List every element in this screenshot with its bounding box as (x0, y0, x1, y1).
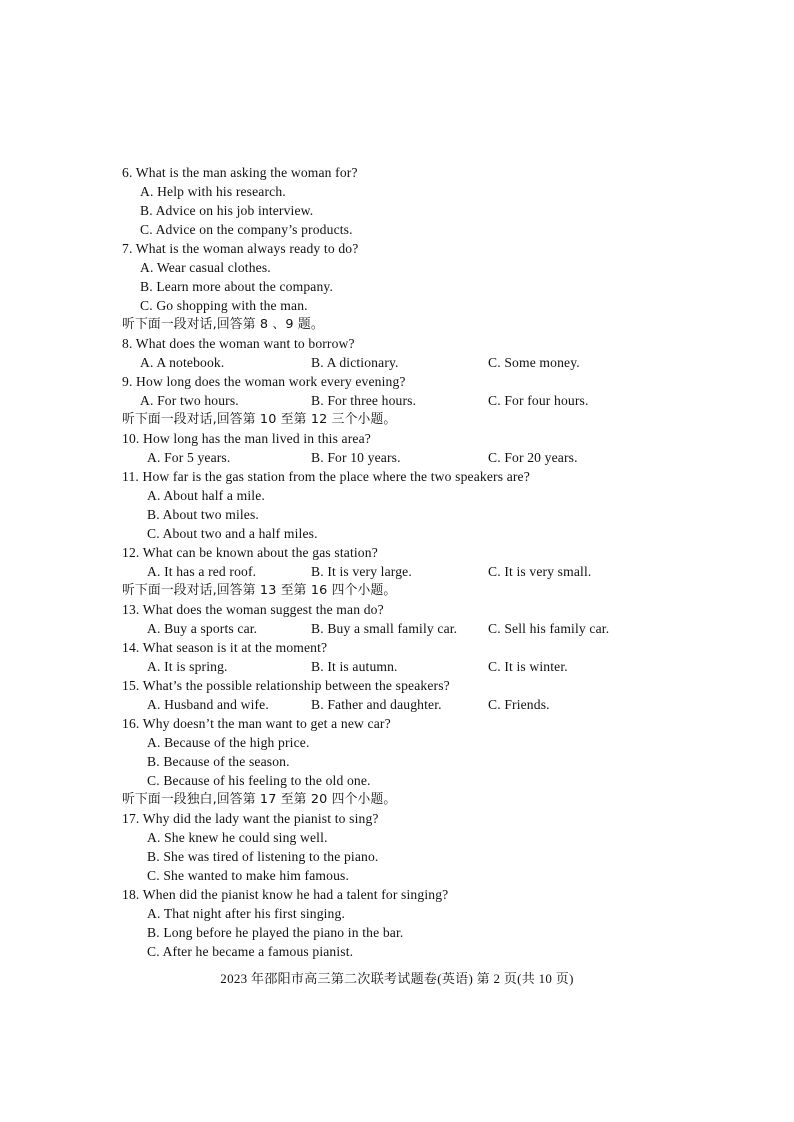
question-6-option-b: B. Advice on his job interview. (140, 203, 314, 218)
question-16-option-a: A. Because of the high price. (147, 735, 310, 750)
question-13-option-b: B. Buy a small family car. (311, 621, 458, 636)
question-15-option-c: C. Friends. (488, 697, 550, 712)
section-instruction-13-16: 听下面一段对话,回答第 13 至第 16 四个小题。 (122, 583, 397, 598)
question-9-option-a: A. For two hours. (140, 393, 239, 408)
question-10-stem: 10. How long has the man lived in this area? (122, 431, 371, 446)
question-14-option-b: B. It is autumn. (311, 659, 398, 674)
question-17-option-a: A. She knew he could sing well. (147, 830, 328, 845)
question-8-stem: 8. What does the woman want to borrow? (122, 336, 355, 351)
question-13-option-a: A. Buy a sports car. (147, 621, 258, 636)
question-18-stem: 18. When did the pianist know he had a talent for singing? (122, 887, 449, 902)
question-8-options (122, 353, 682, 372)
question-13-stem: 13. What does the woman suggest the man do? (122, 602, 384, 617)
question-14-options (122, 657, 682, 676)
question-7-option-b: B. Learn more about the company. (140, 279, 334, 294)
question-8-option-c: C. Some money. (488, 355, 580, 370)
question-6-option-a: A. Help with his research. (140, 184, 286, 199)
question-8-option-a: A. A notebook. (140, 355, 225, 370)
question-10-option-c: C. For 20 years. (488, 450, 578, 465)
question-16-option-b: B. Because of the season. (147, 754, 290, 769)
question-9-stem: 9. How long does the woman work every evening? (122, 374, 406, 389)
question-11-option-a: A. About half a mile. (147, 488, 265, 503)
question-9-options (122, 391, 682, 410)
question-11-option-b: B. About two miles. (147, 507, 259, 522)
question-9-option-b: B. For three hours. (311, 393, 417, 408)
question-11-option-c: C. About two and a half miles. (147, 526, 318, 541)
question-12-stem: 12. What can be known about the gas station? (122, 545, 378, 560)
question-17-option-c: C. She wanted to make him famous. (147, 868, 350, 883)
question-14-stem: 14. What season is it at the moment? (122, 640, 328, 655)
question-6-option-c: C. Advice on the company’s products. (140, 222, 353, 237)
listening-questions (122, 163, 682, 961)
question-12-option-c: C. It is very small. (488, 564, 592, 579)
section-instruction-10-12: 听下面一段对话,回答第 10 至第 12 三个小题。 (122, 412, 397, 427)
question-10-option-b: B. For 10 years. (311, 450, 401, 465)
question-18-option-a: A. That night after his first singing. (147, 906, 346, 921)
question-7-option-c: C. Go shopping with the man. (140, 298, 308, 313)
section-instruction-17-20: 听下面一段独白,回答第 17 至第 20 四个小题。 (122, 792, 397, 807)
question-12-option-b: B. It is very large. (311, 564, 412, 579)
question-17-option-b: B. She was tired of listening to the piano. (147, 849, 379, 864)
question-8-option-b: B. A dictionary. (311, 355, 399, 370)
question-14-option-a: A. It is spring. (147, 659, 228, 674)
question-12-option-a: A. It has a red roof. (147, 564, 257, 579)
question-18-option-c: C. After he became a famous pianist. (147, 944, 354, 959)
question-13-options (122, 619, 682, 638)
page-footer: 2023 年邵阳市高三第二次联考试题卷(英语) 第 2 页(共 10 页) (220, 971, 574, 986)
question-15-options (122, 695, 682, 714)
question-13-option-c: C. Sell his family car. (488, 621, 610, 636)
question-10-option-a: A. For 5 years. (147, 450, 231, 465)
question-15-stem: 15. What’s the possible relationship between the speakers? (122, 678, 450, 693)
section-instruction-8-9: 听下面一段对话,回答第 8 、9 题。 (122, 317, 324, 332)
question-7-stem: 7. What is the woman always ready to do? (122, 241, 359, 256)
question-9-option-c: C. For four hours. (488, 393, 589, 408)
question-6-stem: 6. What is the man asking the woman for? (122, 165, 358, 180)
question-11-stem: 11. How far is the gas station from the place where the two speakers are? (122, 469, 530, 484)
question-18-option-b: B. Long before he played the piano in the bar. (147, 925, 404, 940)
question-16-option-c: C. Because of his feeling to the old one. (147, 773, 371, 788)
question-15-option-b: B. Father and daughter. (311, 697, 442, 712)
question-16-stem: 16. Why doesn’t the man want to get a new car? (122, 716, 391, 731)
question-7-option-a: A. Wear casual clothes. (140, 260, 271, 275)
question-14-option-c: C. It is winter. (488, 659, 568, 674)
question-15-option-a: A. Husband and wife. (147, 697, 269, 712)
question-10-options (122, 448, 682, 467)
question-17-stem: 17. Why did the lady want the pianist to sing? (122, 811, 379, 826)
question-12-options (122, 562, 682, 581)
